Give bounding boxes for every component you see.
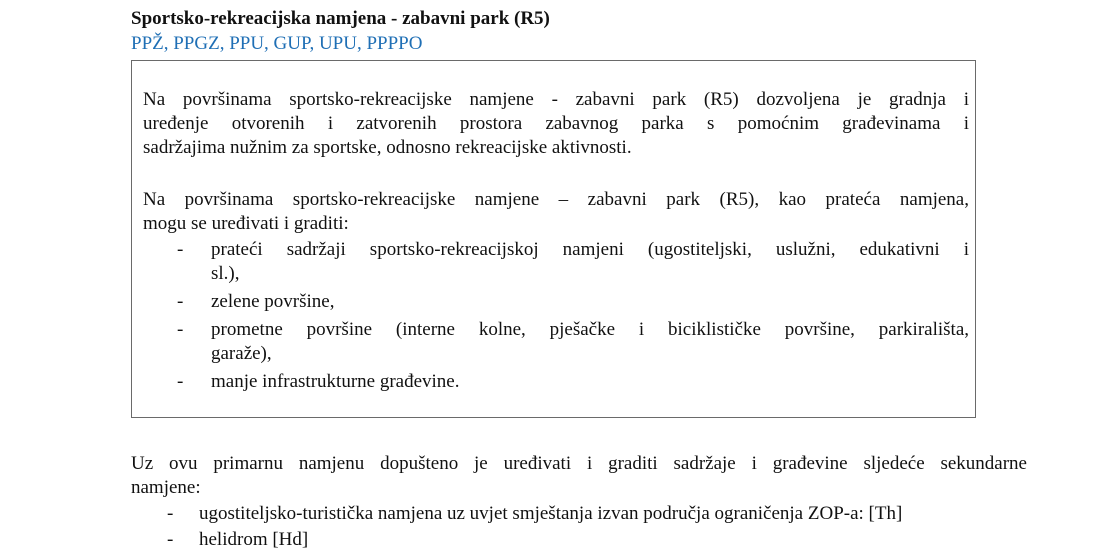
secondary-intro-line-1: Uz ovu primarnu namjenu dopušteno je uređivati i graditi sadržaje i građevine sljedeće sekundarne [131,453,1027,474]
secondary-list-item-1: ugostiteljsko-turistička namjena uz uvjet smještanja izvan područja ograničenja ZOP-a: [Th] [199,503,903,524]
box-list-item-3-line-2: garaže), [211,343,272,364]
box-list-item-1-line-2: sl.), [211,263,240,284]
box-list-item-2: zelene površine, [211,291,335,312]
box-paragraph-1-line-3: sadržajima nužnim za sportske, odnosno rekreacijske aktivnosti. [143,137,632,158]
secondary-list-item-2: helidrom [Hd] [199,529,309,550]
list-bullet: - [177,371,184,392]
box-list-item-1-line-1: prateći sadržaji sportsko-rekreacijskoj namjeni (ugostiteljski, uslužni, edukativni i [211,239,969,260]
list-bullet: - [167,529,174,550]
list-bullet: - [177,291,184,312]
list-bullet: - [177,319,184,340]
box-list-item-3-line-1: prometne površine (interne kolne, pješačke i biciklističke površine, parkirališta, [211,319,969,340]
box-paragraph-2-line-1: Na površinama sportsko-rekreacijske namjene – zabavni park (R5), kao prateća namjena, [143,189,969,210]
box-paragraph-1-line-2: uređenje otvorenih i zatvorenih prostora zabavnog parka s pomoćnim građevinama i [143,113,969,134]
section-title: Sportsko-rekreacijska namjena - zabavni park (R5) [131,8,550,29]
list-bullet: - [177,239,184,260]
plan-references: PPŽ, PPGZ, PPU, GUP, UPU, PPPPO [131,33,423,54]
box-paragraph-1-line-1: Na površinama sportsko-rekreacijske namjene - zabavni park (R5) dozvoljena je gradnja i [143,89,969,110]
secondary-intro-line-2: namjene: [131,477,201,498]
box-list-item-4: manje infrastrukturne građevine. [211,371,460,392]
list-bullet: - [167,503,174,524]
box-paragraph-2-line-2: mogu se uređivati i graditi: [143,213,349,234]
